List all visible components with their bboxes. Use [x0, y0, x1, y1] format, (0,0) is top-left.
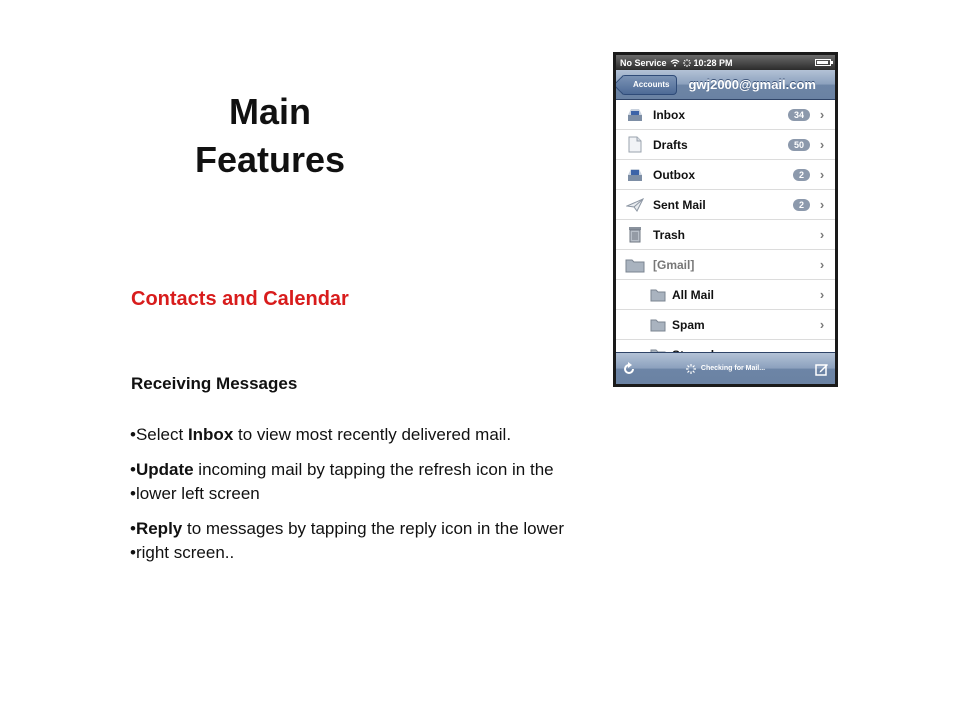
folder-icon — [650, 286, 666, 304]
bullet-keyword: Update — [135, 460, 194, 479]
iphone-screenshot — [613, 52, 838, 387]
activity-spinner-icon — [686, 364, 696, 374]
chevron-right-icon: › — [819, 257, 825, 272]
section-heading: Receiving Messages — [131, 374, 298, 393]
status-bar — [616, 55, 835, 70]
bullet-item — [130, 423, 690, 447]
bullet-keyword: Reply — [135, 519, 183, 538]
title-line-1: Main — [228, 91, 311, 132]
slide-title — [170, 88, 370, 184]
compose-icon[interactable] — [815, 362, 829, 376]
mailbox-row-outbox[interactable] — [616, 160, 835, 190]
mailbox-label: Spam — [672, 317, 705, 332]
accounts-back-button[interactable] — [621, 75, 677, 95]
mailbox-label: Inbox — [653, 107, 685, 122]
bullet-prefix: •Select — [130, 425, 188, 444]
sent-icon — [625, 196, 645, 214]
bullet-text: to messages by tapping the reply icon in the lower — [182, 519, 565, 538]
chevron-right-icon: › — [819, 107, 825, 122]
mailbox-row-drafts[interactable] — [616, 130, 835, 160]
mailbox-row-spam[interactable] — [616, 310, 835, 340]
mailbox-row-inbox[interactable] — [616, 100, 835, 130]
bullet-prefix: • — [130, 460, 136, 479]
chevron-right-icon: › — [819, 197, 825, 212]
mailbox-row-trash[interactable] — [616, 220, 835, 250]
chevron-right-icon: › — [819, 317, 825, 332]
clock-label: 10:28 PM — [693, 57, 733, 68]
back-button-label: Accounts — [633, 80, 670, 89]
trash-icon — [625, 226, 645, 244]
slide-subtitle: Contacts and Calendar — [131, 288, 349, 310]
mailbox-label: Trash — [653, 227, 686, 242]
nav-title: gwj2000@gmail.com — [688, 77, 816, 92]
chevron-right-icon: › — [819, 167, 825, 182]
nav-bar — [616, 70, 835, 100]
carrier-label: No Service — [620, 57, 667, 68]
mailbox-row-all-mail[interactable] — [616, 280, 835, 310]
unread-count-badge: 2 — [793, 169, 810, 181]
mailbox-label: Outbox — [653, 167, 695, 182]
bullet-item — [130, 517, 690, 565]
unread-count-badge: 2 — [793, 199, 810, 211]
unread-count-badge: 50 — [788, 139, 810, 151]
sync-status — [686, 364, 765, 374]
mailbox-label: Sent Mail — [653, 197, 706, 212]
battery-icon — [815, 59, 831, 66]
mailbox-label: All Mail — [672, 287, 715, 302]
bullet-keyword: Inbox — [187, 425, 234, 444]
title-line-2: Features — [194, 139, 346, 180]
outbox-icon — [625, 166, 645, 184]
mailbox-label: [Gmail] — [653, 257, 695, 272]
phone-screen — [616, 55, 835, 384]
chevron-right-icon: › — [819, 227, 825, 242]
bullet-list — [130, 423, 690, 576]
bullet-text: to view most recently delivered mail. — [233, 425, 512, 444]
bottom-toolbar — [616, 352, 835, 384]
unread-count-badge: 34 — [788, 109, 810, 121]
folder-icon — [650, 316, 666, 334]
drafts-icon — [625, 136, 645, 154]
folder-icon — [625, 256, 645, 274]
chevron-right-icon: › — [819, 287, 825, 302]
bullet-text: incoming mail by tapping the refresh icon in the — [193, 460, 554, 479]
mailbox-row-sent[interactable] — [616, 190, 835, 220]
mailbox-label: Drafts — [653, 137, 688, 152]
bullet-item — [130, 458, 690, 506]
bullet-text-continued: •right screen.. — [130, 543, 235, 562]
activity-spinner-icon — [683, 59, 691, 67]
wifi-icon — [670, 59, 680, 67]
inbox-icon — [625, 106, 645, 124]
mailbox-list — [616, 100, 835, 370]
mailbox-row-gmail[interactable] — [616, 250, 835, 280]
chevron-right-icon: › — [819, 137, 825, 152]
sync-status-label: Checking for Mail... — [700, 365, 766, 372]
refresh-icon[interactable] — [622, 362, 636, 376]
bullet-prefix: • — [130, 519, 136, 538]
bullet-text-continued: •lower left screen — [130, 484, 260, 503]
